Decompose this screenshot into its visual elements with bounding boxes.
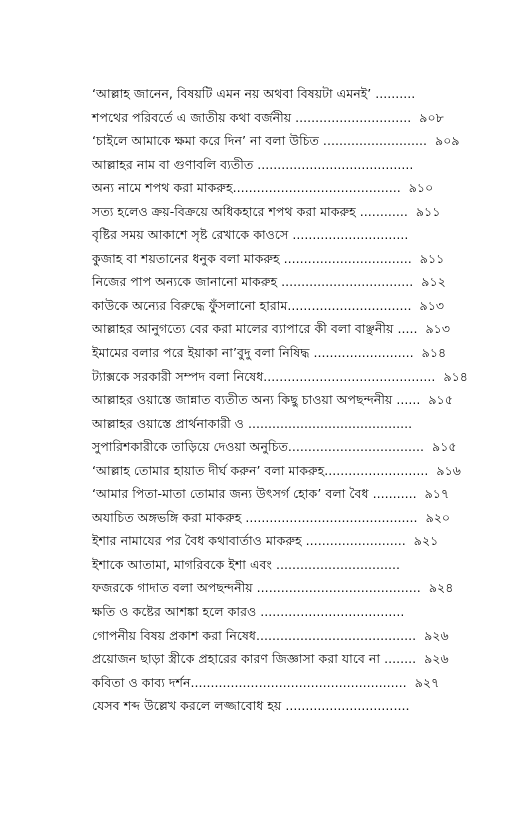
toc-entry[interactable] xyxy=(92,624,449,648)
toc-entry-title: নিজের পাপ অন্যকে জানানো মাকরুহ ................................. xyxy=(92,274,414,290)
toc-entry-page: ৯১২ xyxy=(421,274,446,290)
toc-entry-title: ইশার নামাযের পর বৈধ কথাবার্তাও মাকরুহ ......................... xyxy=(92,533,406,549)
toc-entry-title: ‘আল্লাহ জানেন, বিষয়টি এমন নয় অথবা বিষয়টা এমনই’ .......... xyxy=(92,86,416,101)
toc-entry-page: ৯১৩ xyxy=(419,297,445,313)
toc-entry[interactable] xyxy=(92,671,440,695)
toc-entry[interactable] xyxy=(92,341,447,365)
toc-entry[interactable] xyxy=(92,317,451,341)
toc-entry[interactable] xyxy=(92,435,457,459)
toc-entry-title: আল্লাহর আনুগত্যে বের করা মালের ব্যাপারে কী বলা বাঞ্ছনীয় ..... xyxy=(92,321,418,337)
toc-entry-page: ৯০৮ xyxy=(419,109,444,125)
table-of-contents xyxy=(92,82,468,718)
toc-entry-page: ৯১১ xyxy=(419,250,445,266)
toc-entry[interactable] xyxy=(92,200,441,224)
toc-entry-page: ৯০৯ xyxy=(435,133,460,149)
toc-entry[interactable] xyxy=(92,153,434,177)
toc-entry-page: ৯১৬ xyxy=(436,462,461,478)
toc-entry-title: আল্লাহর ওয়াস্তে প্রার্থনাকারী ও ......................................... xyxy=(92,415,413,431)
toc-entry-page: ৯১৩ xyxy=(425,321,451,337)
toc-entry-title: ‘আল্লাহ তোমার হায়াত দীর্ঘ করুন’ বলা মাকরুহ.......................... xyxy=(92,462,429,478)
toc-entry[interactable] xyxy=(92,176,434,200)
toc-entry-page: ৯২৬ xyxy=(424,651,449,667)
toc-entry-title: ইমামের বলার পরে ইয়াকা না’বুদু বলা নিষিদ্ধ ......................... xyxy=(92,345,414,361)
toc-entry-title: ‘আমার পিতা-মাতা তোমার জন্য উৎসর্গ হোক’ বলা বৈধ ........... xyxy=(92,486,417,502)
toc-entry[interactable] xyxy=(92,553,434,577)
toc-entry-page: ৯২০ xyxy=(425,509,451,525)
toc-entry[interactable] xyxy=(92,529,439,553)
toc-entry-page: ৯১৪ xyxy=(421,345,447,361)
toc-entry[interactable] xyxy=(92,482,450,506)
toc-entry-title: যেসব শব্দ উল্লেখ করলে লজ্জাবোধ হয় ............................... xyxy=(92,698,410,714)
toc-entry-title: সত্য হলেও ক্রয়-বিক্রয়ে অধিকহারে শপথ করা মাকরুহ ............ xyxy=(92,203,408,219)
toc-entry-title: ‘চাইলে আমাকে ক্ষমা করে দিন’ না বলা উচিত .......................... xyxy=(92,133,428,149)
toc-entry-page: ৯২৬ xyxy=(424,627,449,643)
toc-entry-title: অযাচিত অঙ্গভঙ্গি করা মাকরুহ ........................................... xyxy=(92,509,418,525)
toc-entry-title: প্রয়োজন ছাড়া স্ত্রীকে প্রহারের কারণ জিজ্ঞাসা করা যাবে না ........ xyxy=(92,651,417,667)
toc-entry-title: কাউকে অন্যের বিরুদ্ধে ফুঁসলানো হারাম............................... xyxy=(92,297,412,313)
toc-entry[interactable] xyxy=(92,600,434,624)
toc-entry[interactable] xyxy=(92,270,446,294)
toc-entry-title: আল্লাহর ওয়াস্তে জান্নাত ব্যতীত অন্য কিছু চাওয়া অপছন্দনীয় ...... xyxy=(92,392,421,408)
toc-entry[interactable] xyxy=(92,294,445,318)
toc-entry-title: শপথের পরিবর্তে এ জাতীয় কথা বর্জনীয় ............................. xyxy=(92,109,412,125)
toc-entry-page: ৯২৭ xyxy=(414,674,440,690)
toc-entry-title: আল্লাহর নাম বা গুণাবলি ব্যতীত ....................................... xyxy=(92,156,414,172)
toc-entry[interactable] xyxy=(92,412,434,436)
toc-entry[interactable] xyxy=(92,694,434,718)
toc-entry[interactable] xyxy=(92,129,460,153)
toc-entry[interactable] xyxy=(92,82,434,106)
toc-entry-title: ক্ষতি ও কষ্টের আশঙ্কা হলে কারও .................................... xyxy=(92,604,405,620)
toc-entry-page: ৯১৪ xyxy=(443,368,468,384)
toc-entry[interactable] xyxy=(92,459,461,483)
toc-entry-page: ৯১৭ xyxy=(424,486,450,502)
toc-entry-page: ৯১৫ xyxy=(428,392,453,408)
toc-entry-title: বৃষ্টির সময় আকাশে সৃষ্ট রেখাকে কাওসে ............................. xyxy=(92,227,409,243)
toc-entry-page: ৯১১ xyxy=(415,203,441,219)
toc-entry-page: ৯১০ xyxy=(408,180,434,196)
toc-entry-title: কুজাহ বা শয়তানের ধনুক বলা মাকরুহ ................................ xyxy=(92,250,412,266)
toc-entry[interactable] xyxy=(92,647,449,671)
toc-entry-title: অন্য নামে শপথ করা মাকরুহ.......................................... xyxy=(92,180,401,196)
toc-entry-page: ৯২৪ xyxy=(428,580,454,596)
toc-entry-page: ৯১৫ xyxy=(432,439,457,455)
toc-entry[interactable] xyxy=(92,247,445,271)
toc-entry-title: গোপনীয় বিষয় প্রকাশ করা নিষেধ........................................ xyxy=(92,627,417,643)
toc-entry[interactable] xyxy=(92,576,454,600)
toc-entry-page: ৯২১ xyxy=(413,533,439,549)
toc-entry[interactable] xyxy=(92,506,451,530)
toc-entry[interactable] xyxy=(92,388,453,412)
toc-entry[interactable] xyxy=(92,365,468,389)
toc-entry-title: ইশাকে আতামা, মাগরিবকে ইশা এবং ............................... xyxy=(92,556,401,572)
toc-entry-title: কবিতা ও কাব্য দর্শন...................................................... xyxy=(92,674,407,690)
toc-entry-title: সুপারিশকারীকে তাড়িয়ে দেওয়া অনুচিত.................................. xyxy=(92,439,424,455)
toc-entry-title: ট্যাক্সকে সরকারী সম্পদ বলা নিষেধ........................................... xyxy=(92,368,436,384)
toc-entry-title: ফজরকে গাদাত বলা অপছন্দনীয় ......................................... xyxy=(92,580,421,596)
toc-entry[interactable] xyxy=(92,106,444,130)
toc-entry[interactable] xyxy=(92,223,434,247)
